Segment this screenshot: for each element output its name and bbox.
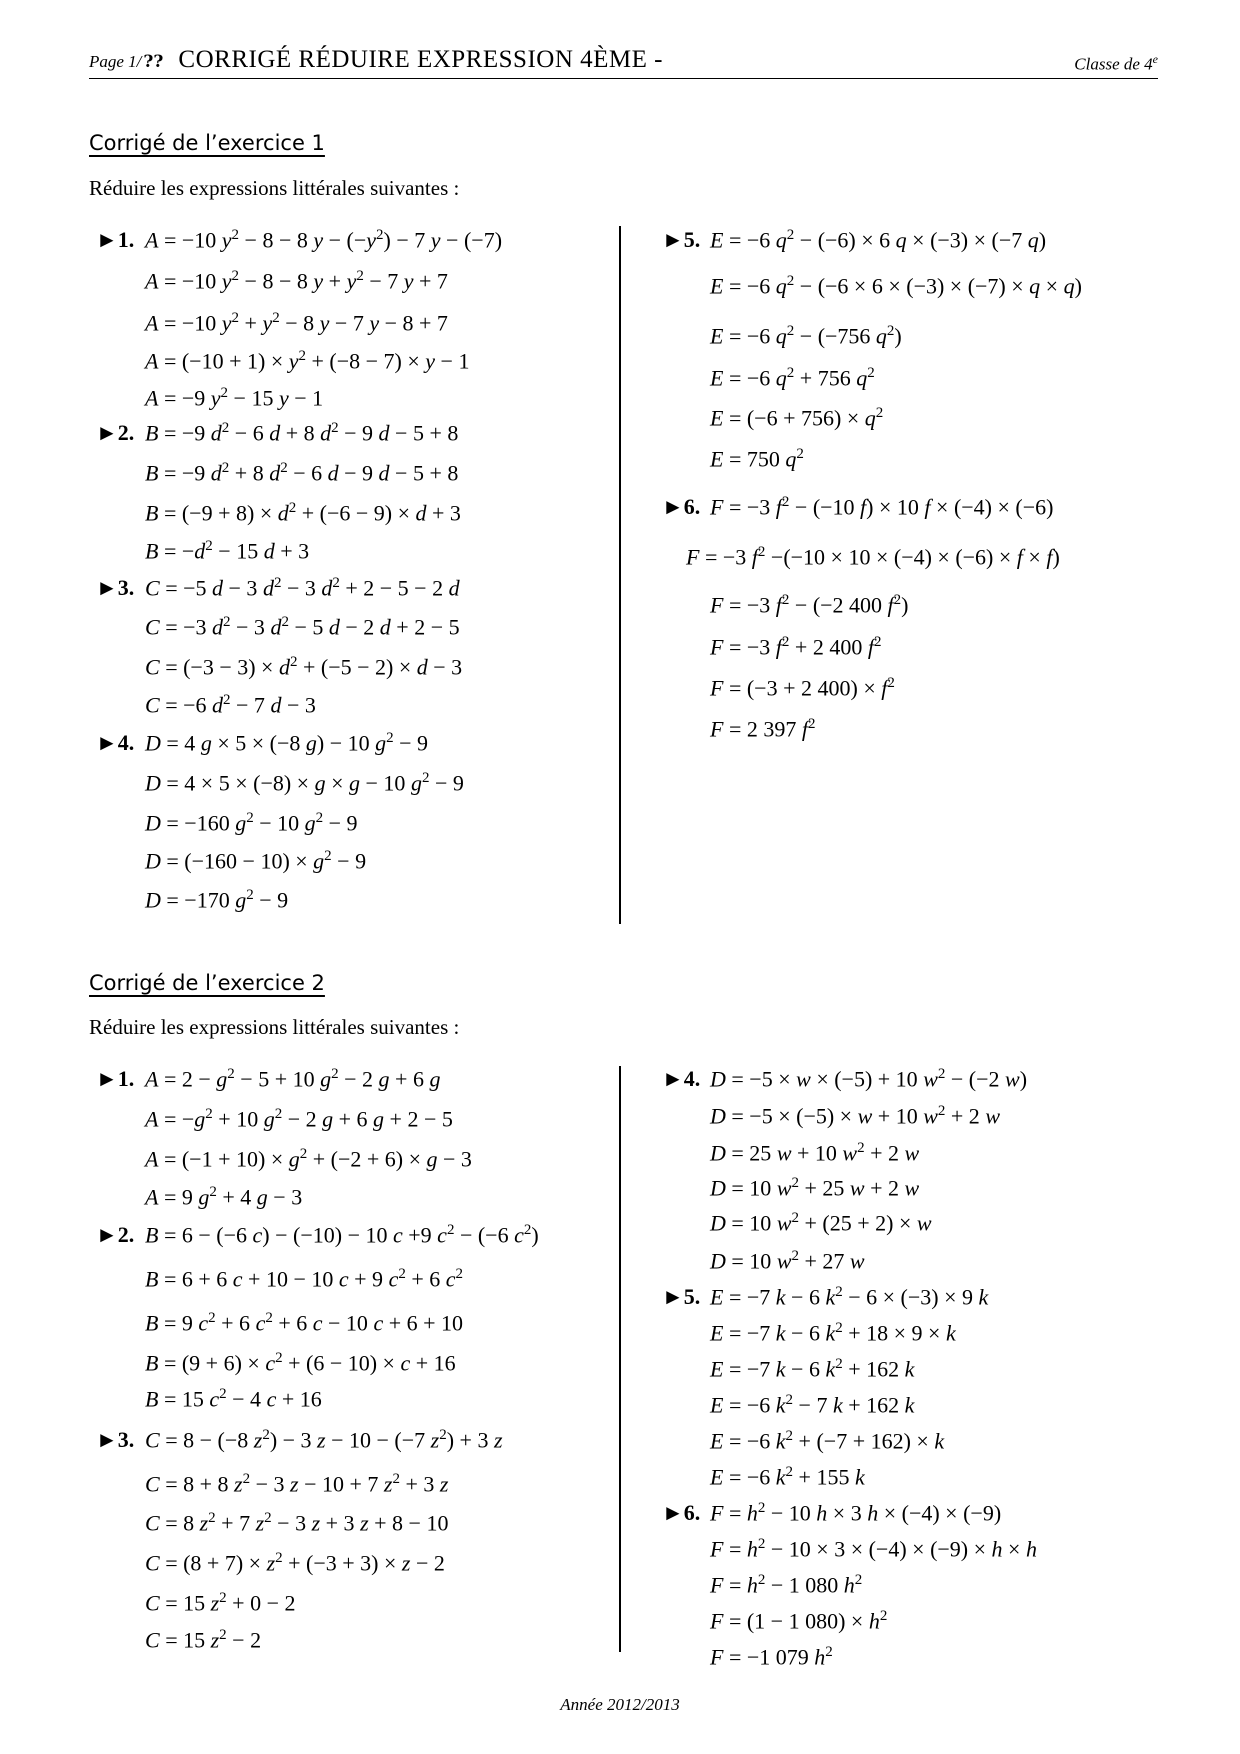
item-marker: ►3.: [96, 575, 135, 600]
equation-line: A = −10 $y^2 - 8 - 8$ $y + y^2 - 7$ y + 7: [145, 268, 448, 294]
item-marker: ►5.: [662, 227, 701, 252]
item-marker: ►3.: [96, 1427, 135, 1452]
equation-line: C = 15 $z^2 + 0 - 2$: [145, 1590, 296, 1616]
equation-line: D = 10 $w^2 + 25$ w + 2 w: [710, 1175, 920, 1201]
equation-line: F = −3 $f^2 + 2$ 400 $f^2$: [710, 634, 882, 660]
equation-line: F = −3 $f^2 -(-10 \times 10 \times (-4) \times (-6) \times f \times f)$: [686, 544, 1060, 570]
equation-line: $A = (-1 + 10) \times g^2 + (-2 + 6) \times g - 3$: [145, 1146, 472, 1172]
class-label-text: Classe de 4: [1074, 54, 1153, 74]
equation-line: $A = 2 - g^2 - 5 + 10$ $g^2 - 2$ g + 6 g: [145, 1066, 441, 1092]
page-total: ??: [143, 52, 164, 72]
equation-line: D = 4 × 5 × (−8) × g × g − 10 $g^2 - 9$: [145, 770, 464, 796]
equation-line: E = −6 $k^2 - 7$ k + 162 k: [710, 1392, 915, 1418]
column-divider-2: [619, 1066, 621, 1652]
column-divider-1: [619, 226, 621, 924]
document-title: CORRIGÉ RÉDUIRE EXPRESSION 4ÈME -: [178, 46, 663, 73]
item-marker: ►4.: [96, 730, 135, 755]
item-marker: ►6.: [662, 1500, 701, 1525]
equation-line: A = 9 $g^2 + 4$ g − 3: [145, 1184, 303, 1210]
equation-line: F = −3 $f^2 - (-2$ 400 $f^2$): [710, 592, 909, 618]
item-marker: ►4.: [662, 1066, 701, 1091]
equation-line: B = 9 $c^2 + 6$ $c^2 + 6$ c − 10 c + 6 + 10: [145, 1310, 464, 1336]
equation-line: $B = (-9 + 8) \times d^2 + (-6 - 9) \times d + 3$: [145, 500, 461, 526]
equation-line: $F = h^2 - 1$ 080 $h^2$: [710, 1572, 863, 1598]
equation-line: C = 8 $z^2 + 7$ $z^2 - 3$ z + 3 z + 8 − 10: [145, 1510, 449, 1536]
equation-line: C = −3 $d^2 - 3$ $d^2 - 5$ d − 2 d + 2 − 5: [145, 614, 460, 640]
equation-line: F = −3 $f^2 - (-10$ f) × 10 f × (−4) × (−6): [710, 494, 1054, 520]
equation-line: C = −6 $d^2 - 7$ d − 3: [145, 692, 316, 718]
exercise-2-title: Corrigé de l’exercice 2: [89, 971, 325, 995]
equation-line: A = −10 $y^2 + y^2 - 8$ y − 7 y − 8 + 7: [145, 310, 448, 336]
exercise-1-title: Corrigé de l’exercice 1: [89, 131, 325, 155]
page-number: Page 1/: [89, 52, 142, 71]
equation-line: F = −1 079 $h^2$: [710, 1644, 833, 1670]
equation-line: C = 8 + 8 $z^2 - 3$ z − 10 + 7 $z^2 + 3$ z: [145, 1471, 449, 1497]
equation-line: D = 10 $w^2 + (25 + 2) \times w$: [710, 1210, 932, 1236]
equation-line: $C = (-3 - 3) \times d^2 + (-5 - 2) \times d - 3$: [145, 654, 463, 680]
equation-line: $F = h^2 - 10 \times 3 \times (-4) \times (-9) \times h \times h$: [710, 1536, 1037, 1562]
page-footer: Année 2012/2013: [560, 1695, 680, 1714]
exercise-2-instruction: Réduire les expressions littérales suivantes :: [89, 1015, 460, 1039]
equation-line: A = −9 $y^2 - 15$ y − 1: [145, 385, 324, 411]
equation-line: E = −6 $k^2 + (-7 + 162) \times k$: [710, 1428, 945, 1454]
equation-line: $D = (-160 - 10) \times g^2 - 9$: [145, 848, 367, 874]
equation-line: B = −9 $d^2 + 8$ $d^2 - 6$ d − 9 d − 5 + 8: [145, 460, 459, 486]
equation-line: $B = (9 + 6) \times c^2 + (6 - 10) \times c + 16$: [145, 1350, 456, 1376]
equation-line: $A = -g^2 + 10$ $g^2 - 2$ g + 6 g + 2 − 5: [145, 1106, 453, 1132]
equation-line: A = −10 $y^2 - 8 - 8$ $y - (-y^2) - 7$ y − (−7): [145, 227, 503, 253]
equation-line: D = 4 g × 5 × (−8 g) − 10 $g^2 - 9$: [145, 730, 429, 756]
equation-line: C = −5 d − 3 $d^2 - 3$ $d^2 + 2 - 5 - 2$ d: [145, 575, 460, 601]
equation-line: $E = (-6 + 756) \times q^2$: [710, 405, 884, 431]
equation-line: E = −6 $q^2 - (-6 \times 6 \times (-3) \times (-7) \times q \times q)$: [710, 273, 1082, 299]
equation-line: $B = -d^2 - 15$ d + 3: [145, 538, 310, 564]
equation-line: F = (−3 + 2 $400) \times f^2$: [710, 675, 895, 701]
equation-line: F = (1 − 1 $080) \times h^2$: [710, 1608, 888, 1634]
item-marker: ►5.: [662, 1284, 701, 1309]
equation-line: D = −170 $g^2 - 9$: [145, 887, 289, 913]
equation-line: E = −7 k − 6 $k^2 - 6 \times (-3) \times 9$ k: [710, 1284, 989, 1310]
equation-line: D = −5 × w × (−5) + 10 $w^2 - (-2$ w): [710, 1066, 1028, 1092]
equation-line: E = −6 $q^2 - (-756$ $q^2$): [710, 323, 902, 349]
equation-line: $C = (8 + 7) \times z^2 + (-3 + 3) \times z - 2$: [145, 1550, 445, 1576]
item-marker: ►2.: [96, 1222, 135, 1247]
equation-line: E = −6 $q^2 - (-6) \times 6$ q × (−3) × (−7 q): [710, 227, 1047, 253]
equation-line: C = 8 − (−8 $z^2) - 3$ z − 10 − (−7 $z^2) + 3$ z: [145, 1427, 503, 1453]
class-label: [1074, 52, 1158, 75]
equation-line: E = 750 $q^2$: [710, 446, 804, 472]
equation-line: D = 10 $w^2 + 27$ w: [710, 1248, 865, 1274]
equation-line: B = 15 $c^2 - 4$ c + 16: [145, 1386, 322, 1412]
equation-line: D = −160 $g^2 - 10$ $g^2 - 9$: [145, 810, 358, 836]
class-label-sup: e: [1152, 52, 1158, 66]
equation-line: E = −6 $k^2 + 155$ k: [710, 1464, 865, 1490]
item-marker: ►6.: [662, 494, 701, 519]
equation-line: C = 15 $z^2 - 2$: [145, 1627, 262, 1653]
exercise-1-instruction: Réduire les expressions littérales suivantes :: [89, 176, 460, 200]
equation-line: D = −5 × (−5) × w + 10 $w^2 + 2$ w: [710, 1103, 1000, 1129]
item-marker: ►1.: [96, 1066, 135, 1091]
equation-line: B = 6 + 6 c + 10 − 10 c + 9 $c^2 + 6$ $c^2$: [145, 1266, 464, 1292]
equation-line: B = −9 $d^2 - 6$ d + 8 $d^2 - 9$ d − 5 + 8: [145, 420, 459, 446]
equation-line: E = −6 $q^2 + 756$ $q^2$: [710, 365, 875, 391]
item-marker: ►2.: [96, 420, 135, 445]
header-left: [89, 46, 663, 74]
equation-line: F = 2 397 $f^2$: [710, 716, 816, 742]
equation-line: E = −7 k − 6 $k^2 + 162$ k: [710, 1356, 915, 1382]
equation-line: B = 6 − (−6 c) − (−10) − 10 c +9 $c^2 - (-6$ $c^2$): [145, 1222, 539, 1248]
equation-line: E = −7 k − 6 $k^2 + 18 \times 9 \times k$: [710, 1320, 956, 1346]
page-header: [89, 40, 1158, 79]
equation-line: $F = h^2 - 10$ h × 3 h × (−4) × (−9): [710, 1500, 1002, 1526]
item-marker: ►1.: [96, 227, 135, 252]
equation-line: D = 25 w + 10 $w^2 + 2$ w: [710, 1140, 920, 1166]
equation-line: $A = (-10 + 1) \times y^2 + (-8 - 7) \times y - 1$: [145, 348, 470, 374]
